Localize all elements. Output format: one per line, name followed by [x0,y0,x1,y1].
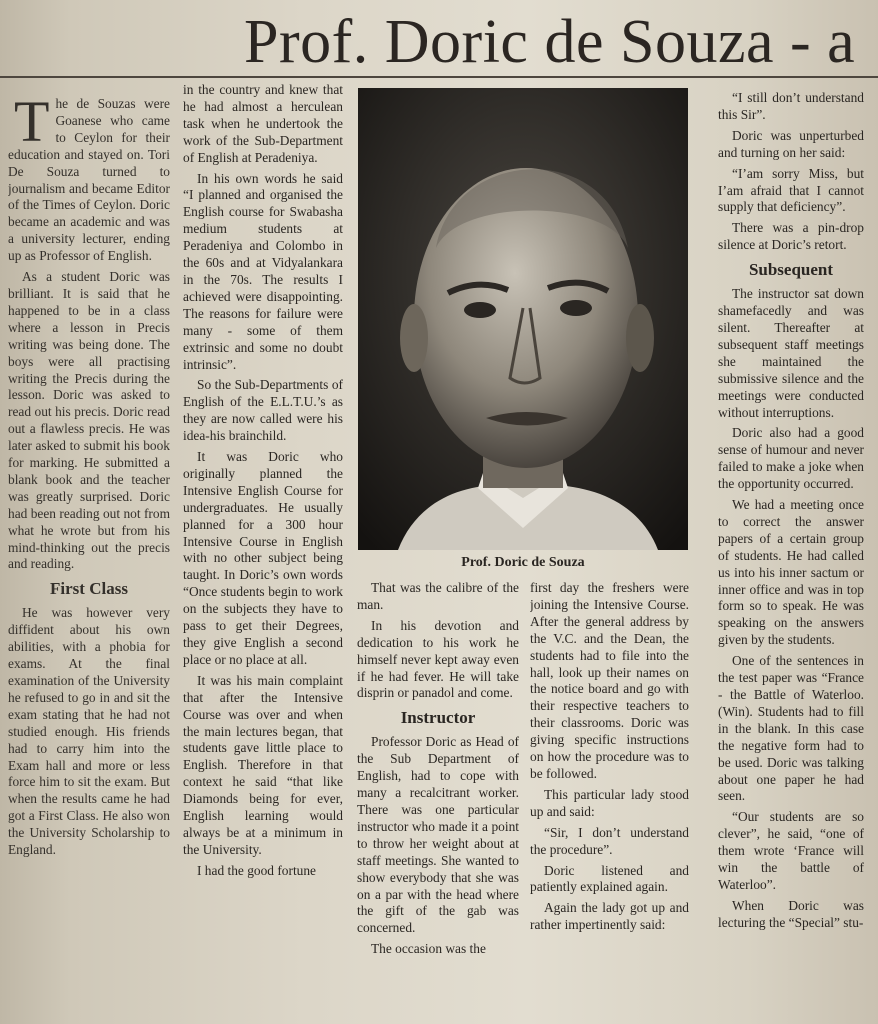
paragraph: This particular lady stood up and said: [530,786,689,819]
paragraph: I had the good fortune [197,862,316,878]
drop-cap: T [14,96,50,154]
subheading-instructor: Instructor [400,708,476,728]
headline-rule [0,76,878,78]
paragraph: That was the calibre of the man. [357,580,519,612]
paragraph: “Sir, I don’t understand the procedure”. [530,824,689,857]
article-column-1 [8,96,170,1022]
paragraph: When Doric was lecturing the “Special” stu- [718,897,864,930]
paragraph: “I still don’t understand this Sir”. [718,90,864,122]
paragraph: As a student Doric was brilliant. It is said that he happened to be in a class where a lesson in Precis writing was being done. The boys were all practising writing the Precis during the lesson. Doric was asked to read out his precis. Doric read out a flawless precis. He was later asked to submit his book for marking. He submitted a blank book and the teacher was greatly surprised. Doric had been reading out not from what he wrote but from his mind-thinking out the precis and reading. [8,269,170,572]
paragraph: “I’am sorry Miss, but I’am afraid that I cannot supply that deficiency”. [718,165,864,215]
subheading-subsequent: Subsequent [748,260,834,280]
paragraph: “Our students are so clever”, he said, “one of them wrote ‘France will win the battle of Waterloo”. [718,809,864,892]
paragraph: in the country and knew that he had almost a herculean task when he undertook the work of the Sub-Department of English at Peradeniya. [183,82,343,165]
paragraph: The instructor sat down shamefacedly and was silent. Thereafter at subsequent staff meetings she maintained the submissive silence and the meetings were conducted without interruptions. [718,286,864,420]
paragraph-intro [8,96,170,265]
paragraph: In his own words he said “I planned and organised the English course for Swabasha medium students at Peradeniya and Colombo in the 60s and at Vidyalankara in the 70s. The results I achieved were disappointing. The reasons for failure were many - some of them extrinsic and some no doubt intrinsic”. [183,170,343,372]
article-column-3 [357,580,519,1022]
paragraph: Doric also had a good sense of humour and never failed to make a joke when the opportunity occurred. [718,425,864,492]
paragraph: In his devotion and dedication to his work he himself never kept away even if he had fever. He will take disprin or panadol and come. [357,617,519,701]
article-headline: Prof. Doric de Souza - a [244,8,856,76]
paragraph: One of the sentences in the test paper was “France - the Battle of Waterloo. (Win). Students had to fill in the blank. In this case the negative form had to be used. Doric was talking about one paper he had seen. [718,653,864,804]
paragraph: Doric was unperturbed and turning on her said: [718,127,864,160]
paragraph: Again the lady got up and rather impertinently said: [530,900,689,933]
article-column-4 [530,580,689,1022]
paragraph: Doric listened and patiently explained again. [530,862,689,895]
paragraph: Professor Doric as Head of the Sub Department of English, had to cope with many a recalcitrant worker. There was one particular instructor who made it a point to throw her weight about at staff meetings. She wanted to show everybody that she was on a par with the head where the gift of the gab was concerned. [357,734,519,936]
paragraph: So the Sub-Departments of English of the E.L.T.U.’s as they are now called were his idea-his brainchild. [183,377,343,444]
paragraph-intro-text: he de Souzas were Goanese who came to Ceylon for their education and stayed on. Tori De Souza turned to journalism and became Editor of the Times of Ceylon. Doric became an academic and was a university lecturer, ending up as Professor of English. [8,96,170,264]
subheading-first-class: First Class [50,579,128,599]
photo-caption: Prof. Doric de Souza [461,555,585,570]
portrait-photo-graphic [358,88,688,550]
portrait-photo [358,88,688,550]
paragraph: It was Doric who originally planned the Intensive English Course for undergraduates. He usually planned for a 300 hour Intensive Course in English with no other subject being taught. In Doric’s own words “Once students begin to work on the subjects they have to pass to get their Degrees, they give English a second place or no place at all. [183,449,343,667]
article-column-5 [718,90,864,1022]
paragraph: We had a meeting once to correct the answer papers of a certain group of students. He had called us into his inner sactum or inner office and was in top form so to speak. He was speaking on the answers given by the students. [718,497,864,648]
article-column-2 [183,82,343,1022]
paragraph: It was his main complaint that after the Intensive Course was over and when the main lectures began, that students gave little place to English. Therefore in that context he said “that like Diamonds being for ever, English learning would always be at a minimum in the University. [183,672,343,857]
paragraph: There was a pin-drop silence at Doric’s retort. [718,220,864,253]
paragraph: The occasion was the [371,941,486,957]
paragraph: He was however very diffident about his own abilities, with a phobia for exams. At the final examination of the University he refused to go in and sit the exam stating that he had not studied enough. His friends had to carry him into the Exam hall and more or less force him to sit the exam. But when the results came he had got a First Class. He also won the University Scholarship to England. [8,605,170,858]
paragraph: first day the freshers were joining the Intensive Course. After the general address by the V.C. and the Dean, the students had to file into the hall, look up their names on the notice board and go with their respective teachers to their classrooms. Doric was giving specific instructions on how the procedure was to be followed. [530,580,689,781]
